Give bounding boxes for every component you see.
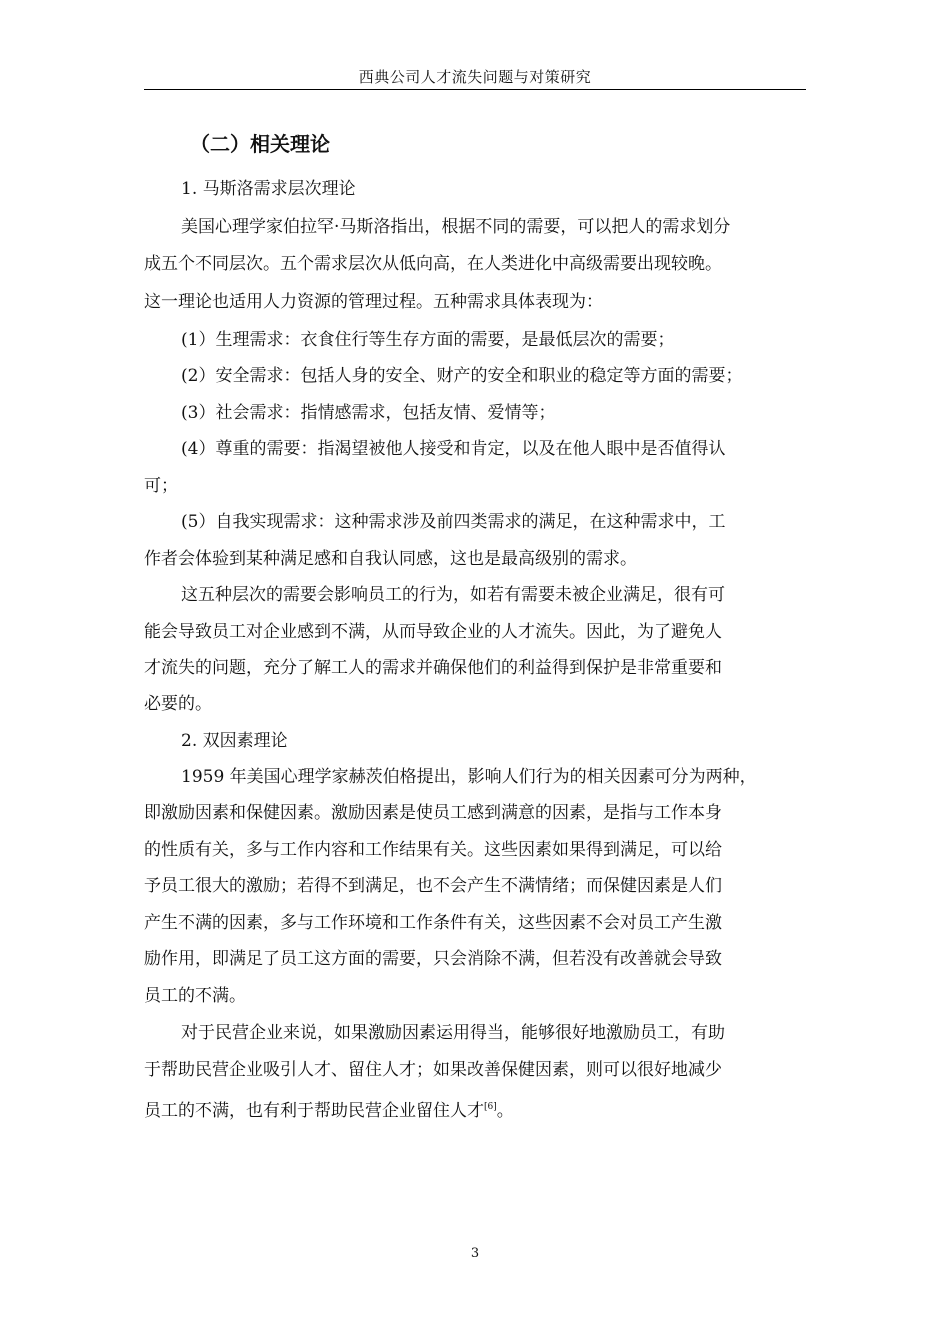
citation-superscript[interactable]: [6]	[484, 1102, 497, 1112]
paragraph-line: 的性质有关，多与工作内容和工作结果有关。这些因素如果得到满足，可以给	[144, 840, 722, 860]
paragraph-line: 励作用，即满足了员工这方面的需要，只会消除不满，但若没有改善就会导致	[144, 949, 722, 969]
paragraph-line: 产生不满的因素，多与工作环境和工作条件有关，这些因素不会对员工产生激	[144, 913, 722, 933]
paragraph-line: 对于民营企业来说，如果激励因素运用得当，能够很好地激励员工，有助	[181, 1023, 725, 1043]
list-item: (2）安全需求：包括人身的安全、财产的安全和职业的稳定等方面的需要；	[181, 366, 743, 386]
paragraph-line: 成五个不同层次。五个需求层次从低向高，在人类进化中高级需要出现较晚。	[144, 254, 722, 274]
page-header-title: 西典公司人才流失问题与对策研究	[358, 68, 592, 86]
paragraph-line: 美国心理学家伯拉罕·马斯洛指出，根据不同的需要，可以把人的需求划分	[181, 217, 731, 237]
paragraph-line: 予员工很大的激励；若得不到满足，也不会产生不满情绪；而保健因素是人们	[144, 876, 722, 896]
list-item-continuation: 作者会体验到某种满足感和自我认同感，这也是最高级别的需求。	[144, 549, 637, 569]
header-rule	[144, 89, 806, 90]
page-number: 3	[470, 1246, 480, 1261]
paragraph-line: 于帮助民营企业吸引人才、留住人才；如果改善保健因素，则可以很好地减少	[144, 1060, 722, 1080]
paragraph-line: 这一理论也适用人力资源的管理过程。五种需求具体表现为：	[144, 292, 603, 312]
paragraph-line: 必要的。	[144, 694, 212, 714]
list-item-continuation: 可；	[144, 476, 178, 496]
paragraph-line: 1959 年美国心理学家赫茨伯格提出，影响人们行为的相关因素可分为两种，	[181, 767, 757, 787]
section-title: （二）相关理论	[190, 132, 330, 156]
list-item: (1）生理需求：衣食住行等生存方面的需要，是最低层次的需要；	[181, 330, 675, 350]
paragraph-line: 才流失的问题，充分了解工人的需求并确保他们的利益得到保护是非常重要和	[144, 658, 722, 678]
list-item: (3）社会需求：指情感需求，包括友情、爱情等；	[181, 403, 556, 423]
paragraph-line-last	[144, 1097, 806, 1121]
subsection-heading-maslow: 1. 马斯洛需求层次理论	[181, 179, 356, 199]
paragraph-line: 这五种层次的需要会影响员工的行为，如若有需要未被企业满足，很有可	[181, 585, 725, 605]
paragraph-text: 员工的不满，也有利于帮助民营企业留住人才	[144, 1101, 484, 1121]
list-item: (4）尊重的需要：指渴望被他人接受和肯定，以及在他人眼中是否值得认	[181, 439, 726, 459]
list-item: (5）自我实现需求：这种需求涉及前四类需求的满足，在这种需求中，工	[181, 512, 726, 532]
paragraph-line: 员工的不满。	[144, 986, 246, 1006]
subsection-heading-two-factor: 2. 双因素理论	[181, 731, 288, 751]
paragraph-line: 能会导致员工对企业感到不满，从而导致企业的人才流失。因此，为了避免人	[144, 622, 722, 642]
paragraph-line: 即激励因素和保健因素。激励因素是使员工感到满意的因素，是指与工作本身	[144, 803, 722, 823]
closing-punctuation: 。	[496, 1101, 514, 1121]
